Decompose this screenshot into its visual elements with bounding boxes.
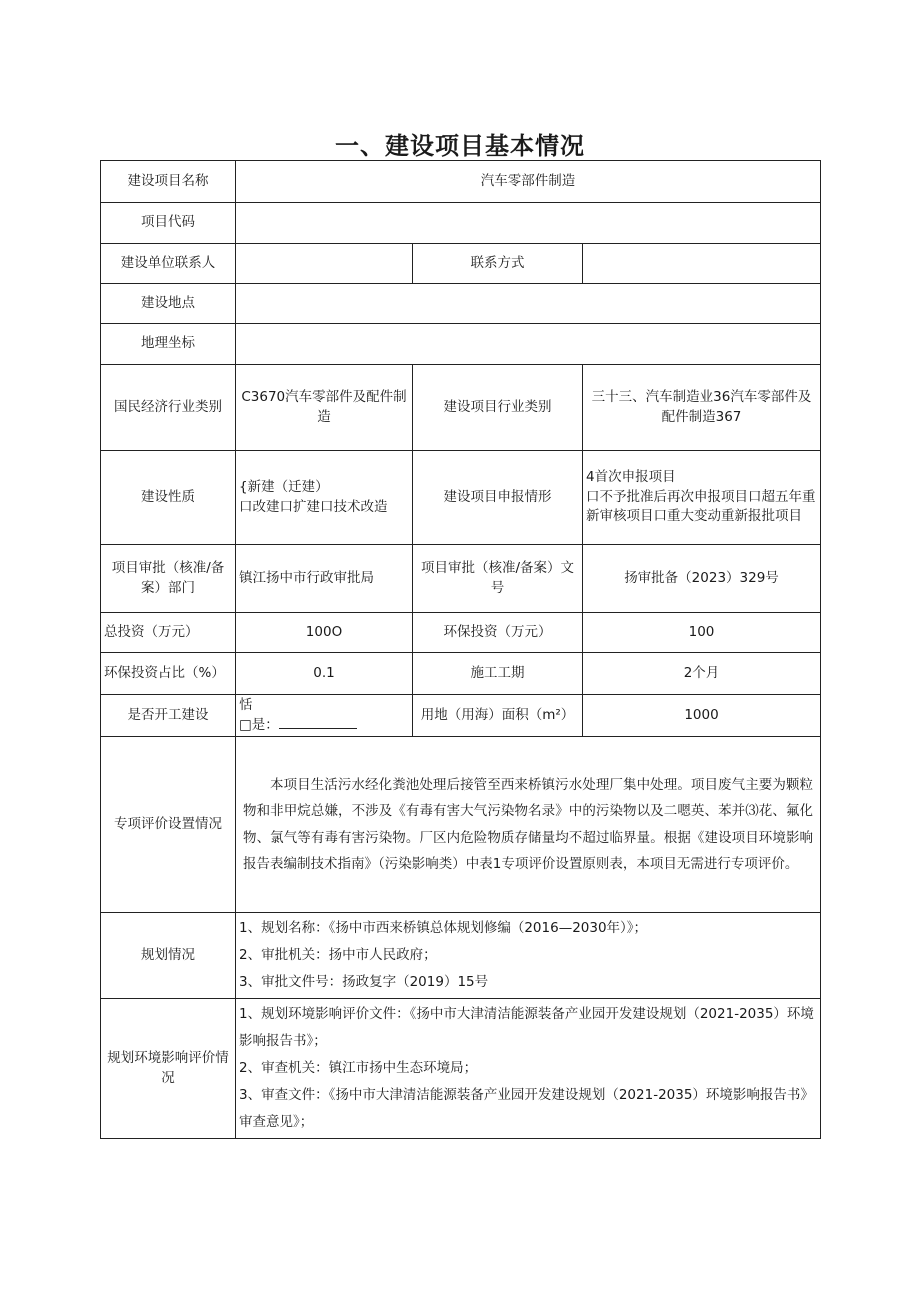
report-situation-label: 建设项目申报情形	[413, 451, 583, 545]
row-project-name	[101, 161, 821, 203]
contact-method-label: 联系方式	[413, 244, 583, 284]
approval-dept-value: 镇江扬中市行政审批局	[236, 545, 413, 613]
row-special-eval	[101, 737, 821, 913]
approval-doc-value: 扬审批备（2023）329号	[583, 545, 821, 613]
project-code-label: 项目代码	[101, 203, 236, 244]
started-options	[236, 695, 413, 737]
special-eval-cell	[236, 737, 821, 913]
planning-eia-item: 1、规划环境影响评价文件：《扬中市大津清洁能源装备产业园开发建设规划（2021-2035）环境影响报告书》；	[239, 1006, 814, 1049]
project-name-value: 汽车零部件制造	[236, 161, 821, 203]
env-ratio-label: 环保投资占比（%）	[101, 653, 236, 695]
planning-label: 规划情况	[101, 913, 236, 999]
industry-category-label: 建设项目行业类别	[413, 365, 583, 451]
industry-value: C3670汽车零部件及配件制造	[236, 365, 413, 451]
location-label: 建设地点	[101, 284, 236, 324]
report-option-first: 4首次申报项目	[586, 469, 676, 486]
env-investment-label: 环保投资（万元）	[413, 613, 583, 653]
started-blank-line	[279, 716, 357, 729]
nature-option-others: 口改建口扩建口技术改造	[239, 498, 388, 515]
nature-option-new: {新建（迁建）	[239, 478, 329, 495]
approval-doc-label: 项目审批（核准/备案）文号	[413, 545, 583, 613]
construction-period-label: 施工工期	[413, 653, 583, 695]
project-info-table	[100, 160, 821, 1139]
industry-category-value: 三十三、汽车制造业36汽车零部件及配件制造367	[583, 365, 821, 451]
construction-period-value: 2个月	[583, 653, 821, 695]
planning-item: 2、审批机关：扬中市人民政府；	[239, 947, 437, 963]
row-investment	[101, 613, 821, 653]
started-option-no: 恬	[239, 696, 253, 713]
nature-label: 建设性质	[101, 451, 236, 545]
row-project-code	[101, 203, 821, 244]
row-industry	[101, 365, 821, 451]
report-situation-options	[583, 451, 821, 545]
total-investment-value: 100O	[236, 613, 413, 653]
planning-item: 1、规划名称：《扬中市西来桥镇总体规划修编（2016—2030年）》；	[239, 920, 648, 936]
started-option-yes: □是：	[239, 716, 409, 736]
special-eval-text: 本项目生活污水经化粪池处理后接管至西来桥镇污水处理厂集中处理。项目废气主要为颗粒物和非甲烷总嫌，不涉及《有毒有害大气污染物名录》中的污染物以及二嗯英、苯并⑶花、氟化物、氯气等有毒有害污染物。厂区内危险物质存储量均不超过临界量。根据《建设项目环境影响报告表编制技术指南》（污染影响类）中表1专项评价设置原则表，本项目无需进行专项评价。	[243, 776, 814, 872]
land-area-value: 1000	[583, 695, 821, 737]
coordinates-label: 地理坐标	[101, 324, 236, 365]
row-location	[101, 284, 821, 324]
row-planning	[101, 913, 821, 999]
env-investment-value: 100	[583, 613, 821, 653]
planning-eia-item: 2、审查机关：镇江市扬中生态环境局；	[239, 1060, 478, 1076]
row-nature	[101, 451, 821, 545]
location-value	[236, 284, 821, 324]
contact-method-value	[583, 244, 821, 284]
planning-eia-label: 规划环境影响评价情况	[101, 999, 236, 1139]
special-eval-label: 专项评价设置情况	[101, 737, 236, 913]
page-title: 一、建设项目基本情况	[335, 131, 585, 160]
planning-items	[236, 913, 821, 999]
land-area-label: 用地（用海）面积（m²）	[413, 695, 583, 737]
total-investment-label: 总投资（万元）	[101, 613, 236, 653]
row-approval	[101, 545, 821, 613]
row-coordinates	[101, 324, 821, 365]
approval-dept-label: 项目审批（核准/备案）部门	[101, 545, 236, 613]
project-code-value	[236, 203, 821, 244]
coordinates-value	[236, 324, 821, 365]
row-planning-eia	[101, 999, 821, 1139]
row-started	[101, 695, 821, 737]
planning-eia-items	[236, 999, 821, 1139]
row-ratio	[101, 653, 821, 695]
nature-options	[236, 451, 413, 545]
row-contact	[101, 244, 821, 284]
started-label: 是否开工建设	[101, 695, 236, 737]
planning-eia-item: 3、审查文件：《扬中市大津清洁能源装备产业园开发建设规划（2021-2035）环境影响报告书》审查意见》；	[239, 1087, 814, 1130]
env-ratio-value: 0.1	[236, 653, 413, 695]
report-option-others: 口不予批准后再次申报项目口超五年重新审核项目口重大变动重新报批项目	[586, 488, 816, 525]
industry-label: 国民经济行业类别	[101, 365, 236, 451]
project-name-label: 建设项目名称	[101, 161, 236, 203]
contact-person-label: 建设单位联系人	[101, 244, 236, 284]
contact-person-value	[236, 244, 413, 284]
planning-item: 3、审批文件号：扬政复字（2019）15号	[239, 974, 489, 990]
